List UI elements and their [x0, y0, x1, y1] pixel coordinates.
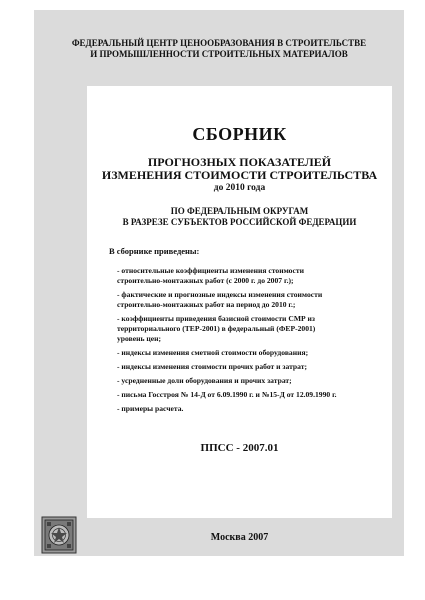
publisher-header-band	[34, 10, 404, 86]
contents-item	[117, 390, 381, 400]
subtitle-line-2: ИЗМЕНЕНИЯ СТОИМОСТИ СТРОИТЕЛЬСТВА	[101, 168, 378, 182]
publisher-line-2: И ПРОМЫШЛЕННОСТИ СТРОИТЕЛЬНЫХ МАТЕРИАЛОВ	[90, 49, 348, 59]
contents-item	[117, 376, 381, 386]
contents-item-line: строительно-монтажных работ на период до 2010 г.;	[117, 300, 296, 309]
right-decorative-band	[392, 86, 404, 556]
contents-item-line: - индексы изменения сметной стоимости оборудования;	[117, 348, 309, 357]
publisher-name	[34, 38, 404, 60]
contents-item-line: уровень цен;	[117, 334, 162, 343]
contents-item	[117, 290, 381, 310]
contents-item-line: - усредненные доли оборудования и прочих затрат;	[117, 376, 292, 385]
contents-item-line: - фактические и прогнозные индексы изменения стоимости	[117, 290, 323, 299]
districts-line-2: В РАЗРЕЗЕ СУБЪЕКТОВ РОССИЙСКОЙ ФЕДЕРАЦИИ	[122, 217, 357, 227]
contents-item-line: - письма Госстроя № 14-Д от 6.09.1990 г. и №15-Д от 12.09.1990 г.	[117, 390, 337, 399]
subtitle-line-1: ПРОГНОЗНЫХ ПОКАЗАТЕЛЕЙ	[147, 155, 332, 169]
city-and-year: Москва 2007	[210, 532, 269, 543]
contents-heading: В сборнике приведены:	[109, 246, 200, 256]
contents-item-line: - коэффициенты приведения базисной стоимости СМР из	[117, 314, 315, 323]
contents-list	[117, 266, 381, 418]
publisher-line-1: ФЕДЕРАЛЬНЫЙ ЦЕНТР ЦЕНООБРАЗОВАНИЯ В СТРОИТЕЛЬСТВЕ	[71, 38, 367, 48]
districts-line-1: ПО ФЕДЕРАЛЬНЫМ ОКРУГАМ	[170, 206, 309, 216]
contents-item-line: - примеры расчета.	[117, 404, 184, 413]
contents-item-line: территориального (ТЕР-2001) в федеральный (ФЕР-2001)	[117, 324, 316, 333]
cover-title: СБОРНИК	[192, 124, 287, 144]
cover-subtitle	[87, 156, 392, 182]
contents-item-line: - индексы изменения стоимости прочих работ и затрат;	[117, 362, 307, 371]
contents-item	[117, 314, 381, 344]
contents-item	[117, 362, 381, 372]
document-code: ППСС - 2007.01	[200, 442, 279, 454]
contents-item	[117, 404, 381, 414]
contents-item-line: строительно-монтажных работ (с 2000 г. до 2007 г.);	[117, 276, 294, 285]
left-decorative-band	[34, 86, 87, 556]
districts-heading	[87, 206, 392, 228]
target-year: до 2010 года	[213, 183, 266, 193]
seal-emblem-icon	[41, 516, 77, 554]
contents-item	[117, 266, 381, 286]
contents-item	[117, 348, 381, 358]
contents-item-line: - относительные коэффициенты изменения стоимости	[117, 266, 304, 275]
